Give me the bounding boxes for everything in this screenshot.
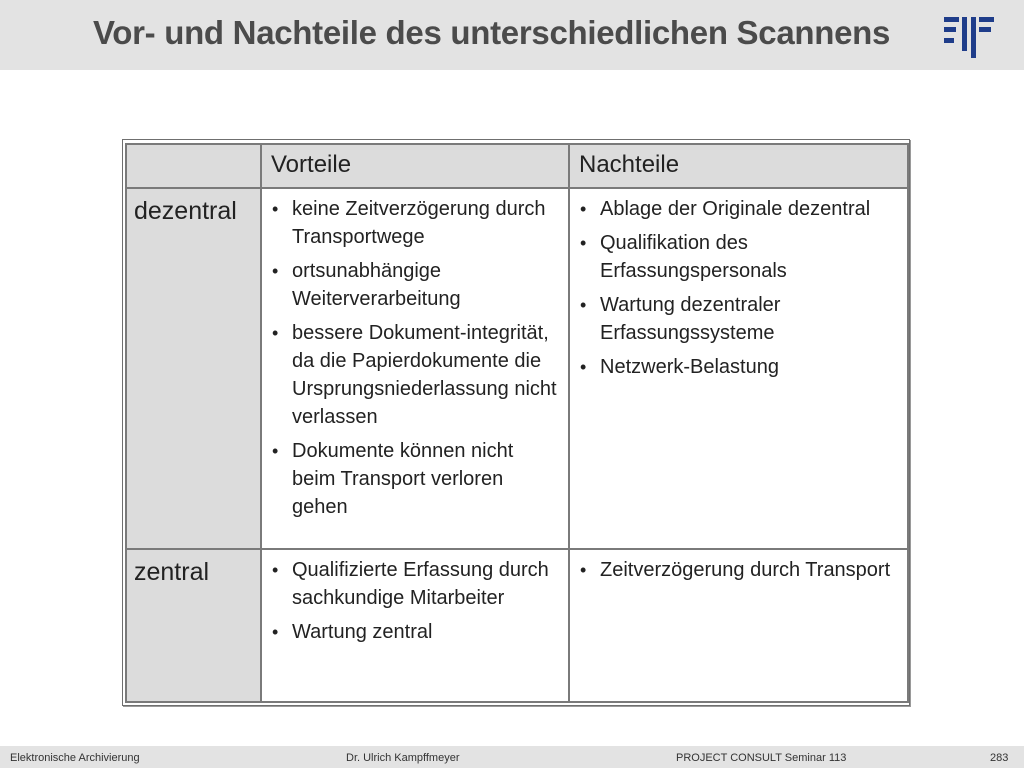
list-item: • ortsunabhängige Weiterverarbeitung — [270, 257, 560, 313]
table-corner-cell — [126, 144, 261, 188]
slide-footer — [0, 746, 1024, 768]
list-item: • bessere Dokument-integrität, da die Papierdokumente die Ursprungsniederlassung nicht verlassen — [270, 319, 560, 431]
list-item: • Qualifizierte Erfassung durch sachkundige Mitarbeiter — [270, 556, 560, 612]
footer-seminar: PROJECT CONSULT Seminar 113 — [676, 752, 847, 764]
footer-course: Elektronische Archivierung — [10, 752, 140, 764]
project-consult-logo-icon — [944, 14, 994, 58]
list-item: • Zeitverzögerung durch Transport — [578, 556, 899, 584]
list-item: • Dokumente können nicht beim Transport verloren gehen — [270, 437, 560, 521]
list-item: • Wartung zentral — [270, 618, 560, 646]
cell-dezentral-vorteile — [261, 188, 569, 549]
row-header-zentral: zentral — [126, 549, 261, 702]
cell-zentral-nachteile — [569, 549, 908, 702]
list-item: • keine Zeitverzögerung durch Transportwege — [270, 195, 560, 251]
cell-zentral-vorteile — [261, 549, 569, 702]
column-header-vorteile: Vorteile — [261, 144, 569, 188]
comparison-table — [125, 143, 909, 703]
slide-title: Vor- und Nachteile des unterschiedlichen Scannens — [93, 14, 891, 51]
column-header-nachteile: Nachteile — [569, 144, 908, 188]
cell-dezentral-nachteile — [569, 188, 908, 549]
comparison-table-frame — [122, 139, 910, 706]
slide-header — [0, 0, 1024, 70]
list-item: • Qualifikation des Erfassungspersonals — [578, 229, 899, 285]
list-item: • Wartung dezentraler Erfassungssysteme — [578, 291, 899, 347]
list-item: • Netzwerk-Belastung — [578, 353, 899, 381]
footer-author: Dr. Ulrich Kampffmeyer — [346, 752, 460, 764]
list-item: • Ablage der Originale dezentral — [578, 195, 899, 223]
footer-page-number: 283 — [990, 752, 1009, 764]
row-header-dezentral: dezentral — [126, 188, 261, 549]
